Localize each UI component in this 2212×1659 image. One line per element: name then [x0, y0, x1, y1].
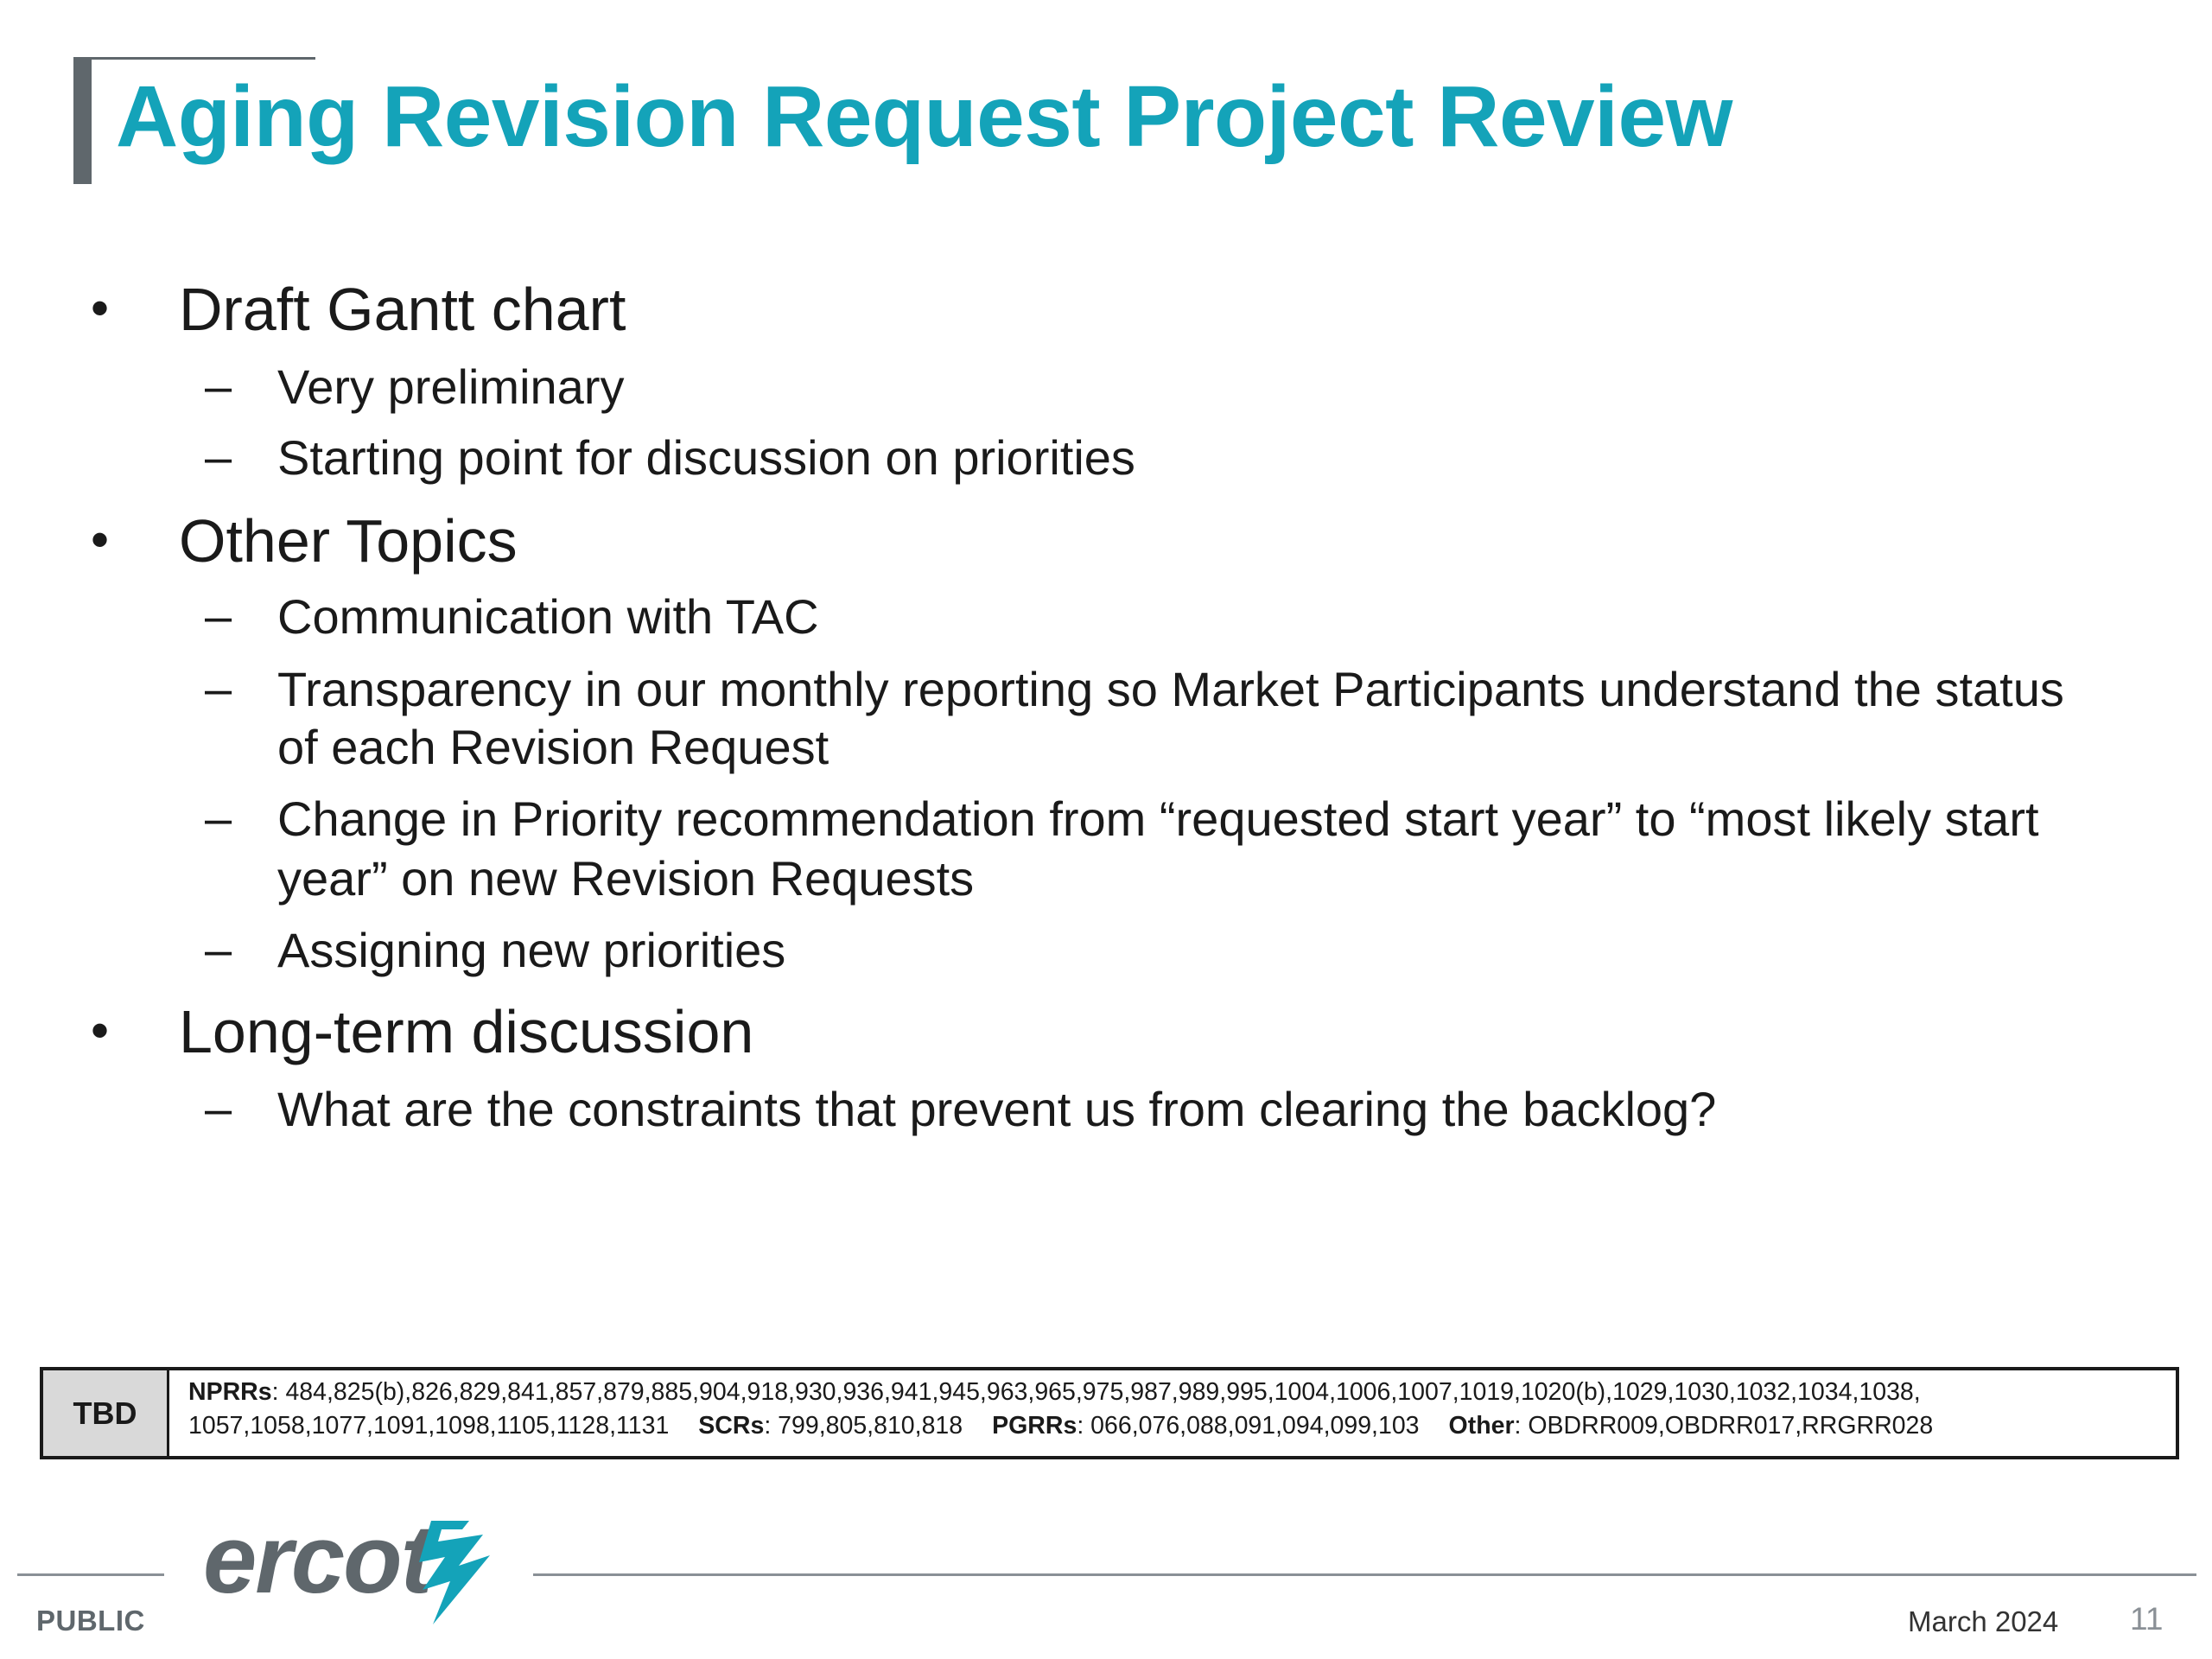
logo-text: ercot	[203, 1505, 431, 1613]
bullet-text: Long-term discussion	[179, 998, 754, 1065]
bullet-text: Other Topics	[179, 507, 518, 575]
sub-bullet-text: Very preliminary	[277, 359, 625, 414]
ercot-logo	[203, 1505, 497, 1633]
bullet-marker: •	[91, 1001, 110, 1059]
other-label: Other	[1448, 1412, 1515, 1440]
footer-rule-left	[17, 1573, 164, 1576]
footer-date: March 2024	[1908, 1605, 2059, 1637]
nprrs-values-cont: 1057,1058,1077,1091,1098,1105,1128,1131	[188, 1412, 670, 1440]
bullet-marker: •	[91, 279, 110, 337]
other-values: : OBDRR009,OBDRR017,RRGRR028	[1514, 1412, 1934, 1440]
tbd-line-1	[188, 1376, 2164, 1409]
page-number: 11	[2130, 1601, 2164, 1637]
tbd-line-2	[188, 1409, 2164, 1443]
sub-bullet-text: year” on new Revision Requests	[277, 851, 975, 906]
scrs-values: : 799,805,810,818	[764, 1412, 963, 1440]
sub-bullet-text: Communication with TAC	[277, 589, 819, 644]
sub-bullet-marker: –	[205, 1081, 232, 1135]
sub-bullet-text: of each Revision Request	[277, 720, 830, 774]
sub-bullet-marker: –	[205, 429, 232, 484]
footer-rule-right	[533, 1573, 2196, 1576]
sub-bullet-marker: –	[205, 588, 232, 643]
lightning-bolt-icon	[407, 1517, 502, 1626]
sub-bullet-text: Transparency in our monthly reporting so Market Participants understand the status	[277, 662, 2064, 716]
bullet-marker: •	[91, 511, 110, 569]
classification-label: PUBLIC	[36, 1605, 145, 1637]
sub-bullet-text: Assigning new priorities	[277, 923, 786, 977]
pgrrs-label: PGRRs	[992, 1412, 1077, 1440]
sub-bullet-text: Starting point for discussion on priorities	[277, 430, 1135, 485]
sub-bullet-marker: –	[205, 359, 232, 413]
bullet-text: Draft Gantt chart	[179, 276, 626, 343]
sub-bullet-marker: –	[205, 661, 232, 715]
nprrs-values: : 484,825(b),826,829,841,857,879,885,904,918,930,936,941,945,963,965,975,987,989,995,1004,1006,1007,1019,1020(b),1029,1030,1032,1034,1038,	[271, 1378, 1921, 1406]
nprrs-label: NPRRs	[188, 1378, 272, 1406]
tbd-label: TBD	[43, 1370, 169, 1456]
scrs-label: SCRs	[698, 1412, 765, 1440]
sub-bullet-marker: –	[205, 791, 232, 845]
sub-bullet-marker: –	[205, 922, 232, 976]
sub-bullet-text: Change in Priority recommendation from “requested start year” to “most likely start	[277, 791, 2039, 846]
sub-bullet-text: What are the constraints that prevent us from clearing the backlog?	[277, 1082, 1717, 1136]
tbd-table	[40, 1367, 2179, 1459]
tbd-list	[169, 1370, 2176, 1456]
slide-title: Aging Revision Request Project Review	[116, 68, 1732, 165]
pgrrs-values: : 066,076,088,091,094,099,103	[1077, 1412, 1420, 1440]
